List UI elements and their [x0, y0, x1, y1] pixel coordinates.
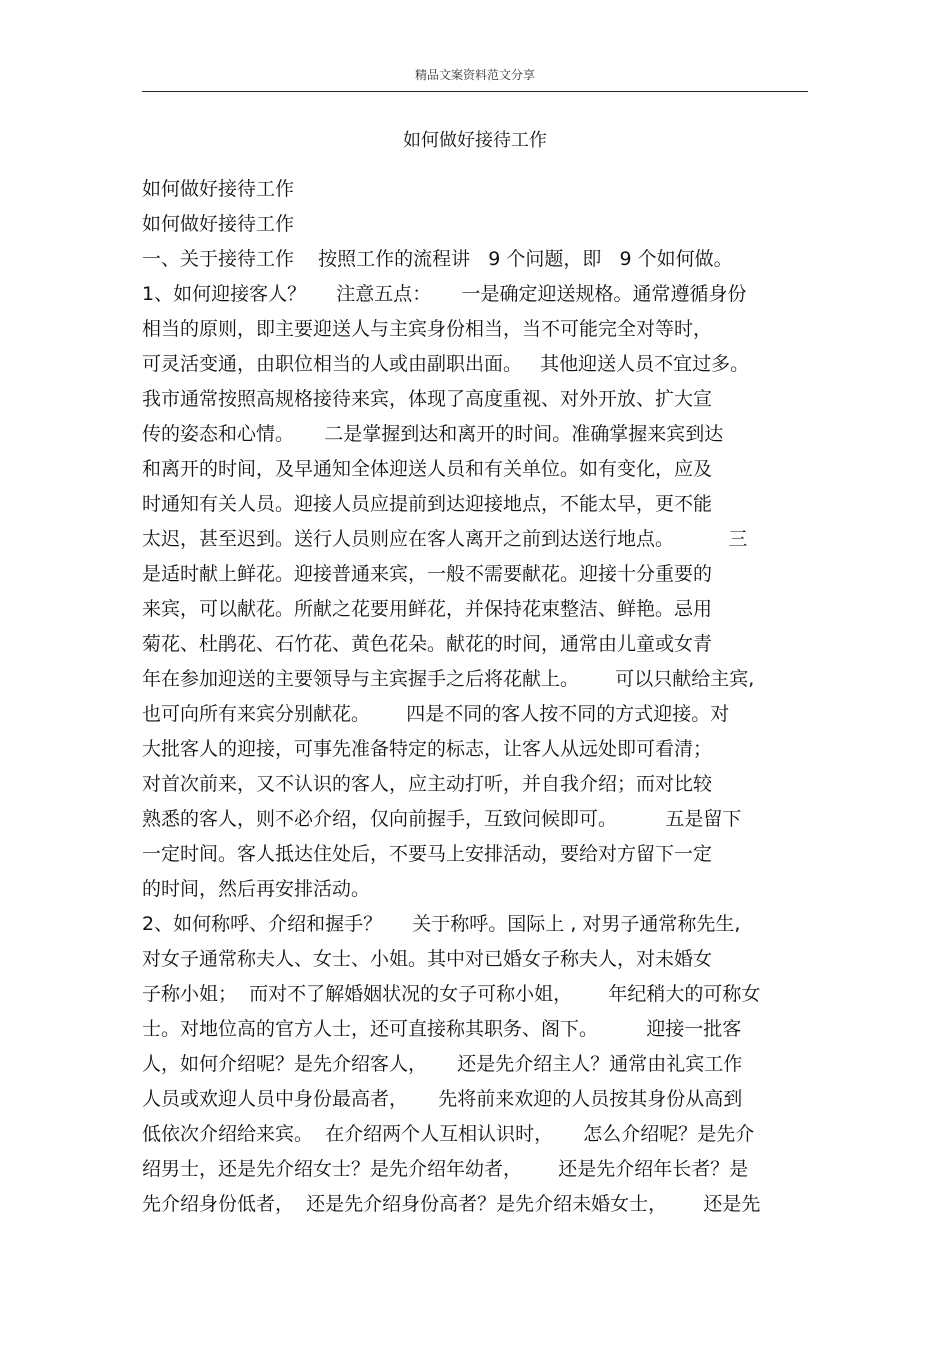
body-line-22: 2、如何称呼、介绍和握手？ 关于称呼。国际上 , 对男子通常称先生,	[142, 913, 741, 935]
body-line-24: 子称小姐； 而对不了解婚姻状况的女子可称小姐， 年纪稍大的可称女	[142, 983, 761, 1005]
body-line-11: 太迟，甚至迟到。送行人员则应在客人离开之前到达送行地点。 三	[142, 528, 748, 550]
page-header: 精品文案资料范文分享	[414, 68, 535, 82]
body-line-15: 年在参加迎送的主要领导与主宾握手之后将花献上。 可以只献给主宾,	[142, 668, 755, 690]
body-line-2: 如何做好接待工作	[142, 213, 295, 235]
body-line-5: 相当的原则，即主要迎送人与主宾身份相当，当不可能完全对等时，	[142, 318, 713, 340]
body-line-17: 大批客人的迎接，可事先准备特定的标志，让客人从远处即可看清；	[142, 738, 713, 760]
body-line-23: 对女子通常称夫人、女士、小姐。其中对已婚女子称夫人，对未婚女	[142, 948, 713, 970]
body-line-12: 是适时献上鲜花。迎接普通来宾，一般不需要献花。迎接十分重要的	[142, 563, 713, 585]
body-line-4: 1、如何迎接客人？ 注意五点： 一是确定迎送规格。通常遵循身份	[142, 283, 747, 305]
body-line-16: 也可向所有来宾分别献花。 四是不同的客人按不同的方式迎接。对	[142, 703, 730, 725]
body-line-19: 熟悉的客人，则不必介绍，仅向前握手，互致问候即可。 五是留下	[142, 808, 742, 830]
body-line-28: 低依次介绍给来宾。 在介绍两个人互相认识时， 怎么介绍呢？是先介	[142, 1123, 755, 1145]
body-line-13: 来宾，可以献花。所献之花要用鲜花，并保持花束整洁、鲜艳。忌用	[142, 598, 713, 620]
body-line-9: 和离开的时间，及早通知全体迎送人员和有关单位。如有变化，应及	[142, 458, 713, 480]
document-body	[142, 172, 808, 1222]
body-line-10: 时通知有关人员。迎接人员应提前到达迎接地点，不能太早，更不能	[142, 493, 713, 515]
body-line-7: 我市通常按照高规格接待来宾，体现了高度重视、对外开放、扩大宣	[142, 388, 713, 410]
body-line-3: 一、关于接待工作 按照工作的流程讲 9 个问题，即 9 个如何做。	[142, 248, 733, 270]
body-line-29: 绍男士，还是先介绍女士？是先介绍年幼者， 还是先介绍年长者？是	[142, 1158, 749, 1180]
body-line-21: 的时间，然后再安排活动。	[142, 878, 371, 900]
header-divider	[142, 91, 808, 92]
body-line-27: 人员或欢迎人员中身份最高者， 先将前来欢迎的人员按其身份从高到	[142, 1088, 743, 1110]
body-line-26: 人，如何介绍呢？是先介绍客人， 还是先介绍主人？通常由礼宾工作	[142, 1053, 743, 1075]
body-line-20: 一定时间。客人抵达住处后，不要马上安排活动，要给对方留下一定	[142, 843, 713, 865]
body-line-18: 对首次前来，又不认识的客人，应主动打听，并自我介绍；而对比较	[142, 773, 713, 795]
body-line-25: 士。对地位高的官方人士，还可直接称其职务、阁下。 迎接一批客	[142, 1018, 742, 1040]
body-line-30: 先介绍身份低者， 还是先介绍身份高者？是先介绍未婚女士， 还是先	[142, 1193, 761, 1215]
body-line-14: 菊花、杜鹃花、石竹花、黄色花朵。献花的时间，通常由儿童或女青	[142, 633, 713, 655]
body-line-1: 如何做好接待工作	[142, 178, 295, 200]
body-line-8: 传的姿态和心情。 二是掌握到达和离开的时间。准确掌握来宾到达	[142, 423, 724, 445]
body-line-6: 可灵活变通，由职位相当的人或由副职出面。 其他迎送人员不宜过多。	[142, 353, 750, 375]
document-title: 如何做好接待工作	[403, 130, 547, 151]
